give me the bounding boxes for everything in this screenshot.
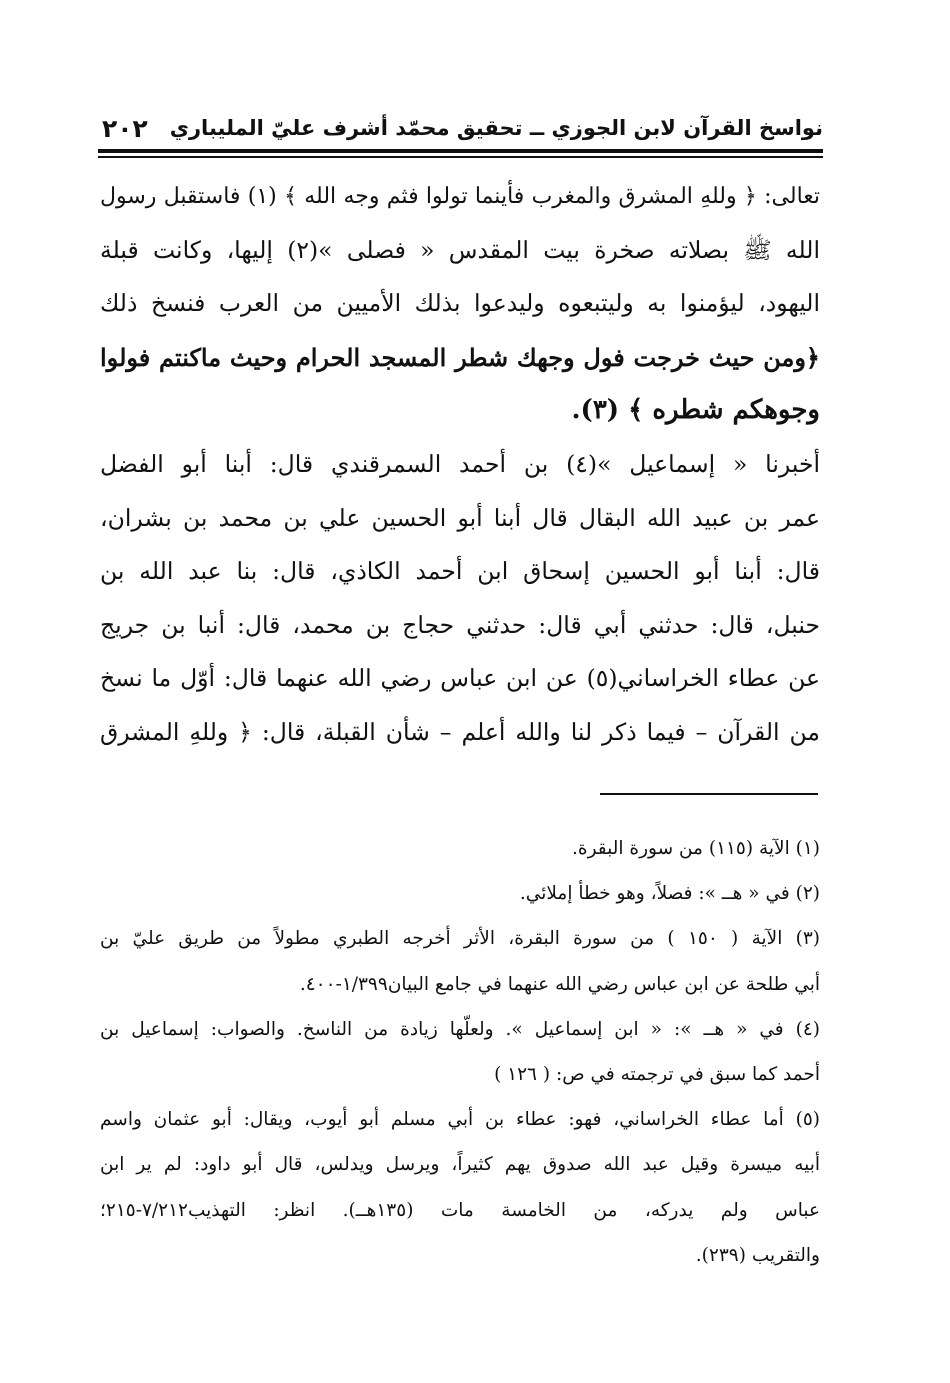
header-rule-thick	[98, 149, 823, 153]
page-number: ٢٠٢	[102, 114, 148, 143]
footnote-line: أبيه ميسرة وقيل عبد الله صدوق يهم كثيراً، ويرسل ويدلس، قال أبو داود: لم ير ابن	[100, 1154, 820, 1176]
footnote-line: والتقريب (٢٣٩).	[695, 1244, 820, 1266]
text-line: اليهود، ليؤمنوا به وليتبعوه وليدعوا بذلك الأميين من العرب فنسخ ذلك	[100, 289, 820, 318]
footnote-line: (٣) الآية ( ١٥٠ ) من سورة البقرة، الأثر أخرجه الطبري مطولاً من طريق عليّ بن	[100, 928, 820, 950]
footnote-line: (٥) أما عطاء الخراساني، فهو: عطاء بن أبي مسلم أبو أيوب، ويقال: أبو عثمان واسم	[100, 1109, 820, 1131]
footnote-line: أحمد كما سبق في ترجمته في ص: ( ١٢٦ )	[494, 1063, 820, 1085]
text-line: عن عطاء الخراساني(٥) عن ابن عباس رضي الله عنهما قال: أوّل ما نسخ	[100, 664, 820, 693]
footnote-line: (٢) في « هــ »: فصلاً، وهو خطأ إملائي.	[519, 883, 820, 905]
text-line: عمر بن عبيد الله البقال قال أبنا أبو الحسين علي بن محمد بن بشران،	[100, 503, 820, 532]
quran-verse-line: ﴿ومن حيث خرجت فول وجهك شطر المسجد الحرام وحيث ماكنتم فولوا	[100, 342, 820, 372]
text-line: تعالى: ﴿ وللهِ المشرق والمغرب فأينما تولوا فثم وجه الله ﴾ (١) فاستقبل رسول	[100, 184, 820, 209]
footnote-line: (٤) في « هــ »: « ابن إسماعيل ». ولعلّها زيادة من الناسخ. والصواب: إسماعيل بن	[100, 1018, 820, 1040]
footnote-line: (١) الآية (١١٥) من سورة البقرة.	[572, 838, 820, 859]
text-line: الله ﷺ بصلاته صخرة بيت المقدس « فصلى »(٢) إليها، وكانت قبلة	[100, 235, 820, 264]
text-line: من القرآن – فيما ذكر لنا والله أعلم – شأن القبلة، قال: ﴿ وللهِ المشرق	[100, 717, 820, 746]
footnote-line: عباس ولم يدركه، من الخامسة مات (١٣٥هــ). انظر: التهذيب٧/٢١٢-٢١٥؛	[100, 1199, 820, 1221]
running-header	[98, 108, 823, 148]
footnote-line: أبي طلحة عن ابن عباس رضي الله عنهما في جامع البيان١/٣٩٩-٤٠٠.	[299, 973, 820, 995]
text-line: أخبرنا « إسماعيل »(٤) بن أحمد السمرقندي قال: أبنا أبو الفضل	[100, 449, 820, 478]
main-text	[100, 170, 820, 760]
footnote-separator	[600, 793, 818, 795]
text-line: قال: أبنا أبو الحسين إسحاق ابن أحمد الكاذي، قال: بنا عبد الله بن	[100, 557, 820, 586]
footnotes	[100, 826, 820, 1278]
header-rule-thin	[98, 156, 823, 158]
quran-verse-line: وجوهكم شطره ﴾ (٣).	[571, 395, 820, 426]
text-line: حنبل، قال: حدثني أبي قال: حدثني حجاج بن محمد، قال: أنبا بن جريج	[100, 610, 820, 639]
running-title: نواسخ القرآن لابن الجوزي ــ تحقيق محمّد أشرف عليّ المليباري	[169, 116, 823, 140]
